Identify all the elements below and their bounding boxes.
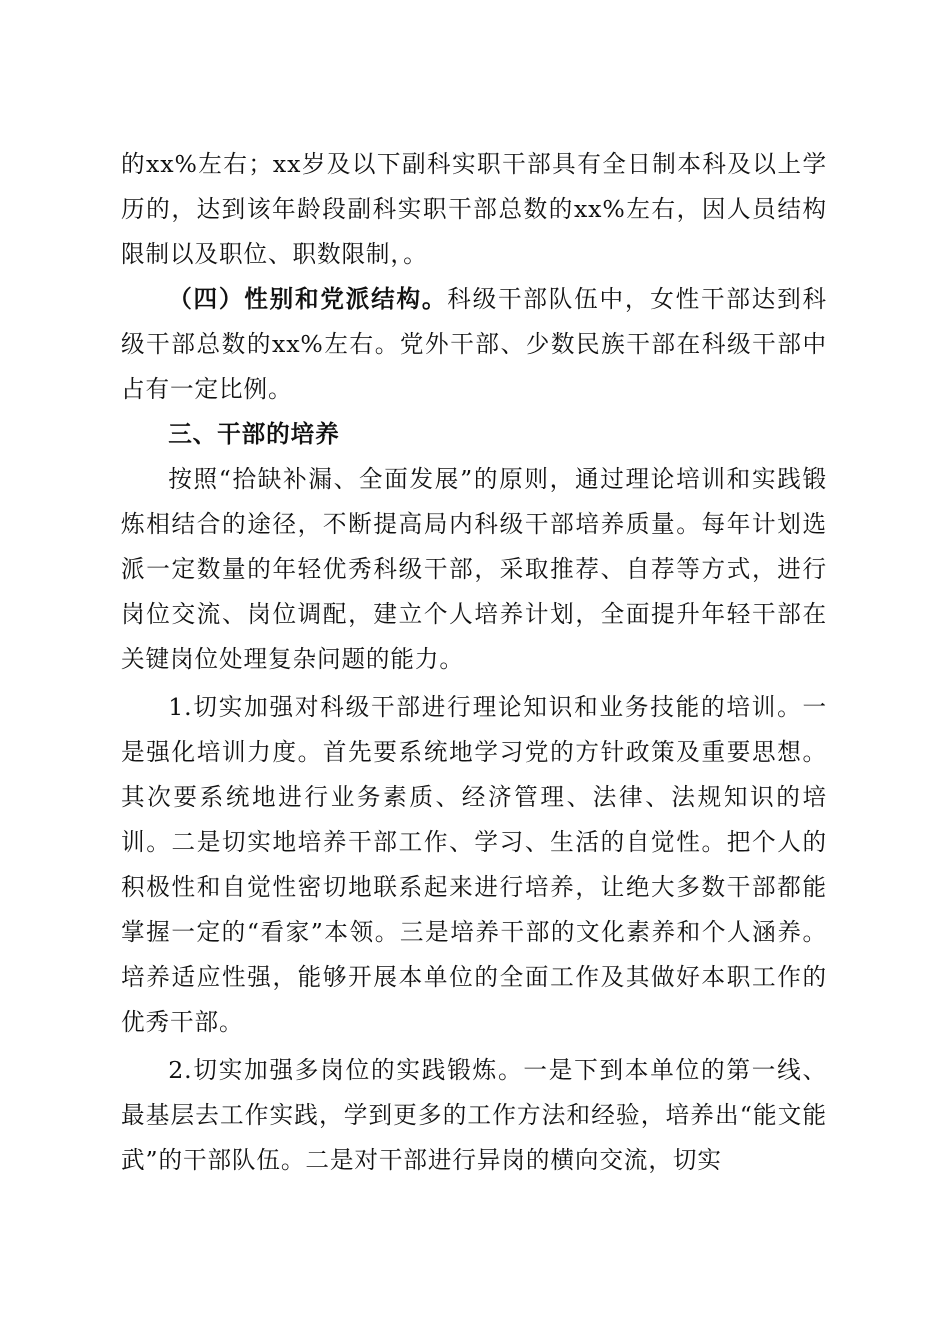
paragraph-text: 2.切实加强多岗位的实践锻炼。一是下到本单位的第一线、最基层去工作实践，学到更多的工作方法和经验，培养出“能文能武”的干部队伍。二是对干部进行异岗的横向交流，切实 bbox=[121, 1056, 827, 1174]
paragraph-text: 的xx%左右；xx岁及以下副科实职干部具有全日制本科及以上学历的，达到该年龄段副科实职干部总数的xx%左右，因人员结构限制以及职位、职数限制，。 bbox=[121, 150, 827, 268]
paragraph-continuation bbox=[121, 142, 827, 277]
paragraph-training-principle bbox=[121, 457, 827, 682]
paragraph-text: 按照“拾缺补漏、全面发展”的原则，通过理论培训和实践锻炼相结合的途径，不断提高局内科级干部培养质量。每年计划选派一定数量的年轻优秀科级干部，采取推荐、自荐等方式，进行岗位交流、岗位调配，建立个人培养计划，全面提升年轻干部在关键岗位处理复杂问题的能力。 bbox=[121, 465, 827, 673]
section-lead-gender-party: （四）性别和党派结构。 bbox=[168, 285, 448, 313]
paragraph-gender-party-structure bbox=[121, 277, 827, 412]
paragraph-item-1-theory-training bbox=[121, 685, 827, 1045]
paragraph-text: 科级干部队伍中，女性干部达到科级干部总数的xx%左右。党外干部、少数民族干部在科级干部中占有一定比例。 bbox=[121, 285, 828, 403]
document-body bbox=[121, 142, 827, 1183]
paragraph-text: 1.切实加强对科级干部进行理论知识和业务技能的培训。一是强化培训力度。首先要系统地学习党的方针政策及重要思想。其次要系统地进行业务素质、经济管理、法律、法规知识的培训。二是切实地培养干部工作、学习、生活的自觉性。把个人的积极性和自觉性密切地联系起来进行培养，让绝大多数干部都能掌握一定的“看家”本领。三是培养干部的文化素养和个人涵养。培养适应性强，能够开展本单位的全面工作及其做好本职工作的优秀干部。 bbox=[121, 693, 827, 1036]
paragraph-item-2-practice bbox=[121, 1048, 827, 1183]
section-heading-cadre-training: 三、干部的培养 bbox=[168, 420, 340, 448]
